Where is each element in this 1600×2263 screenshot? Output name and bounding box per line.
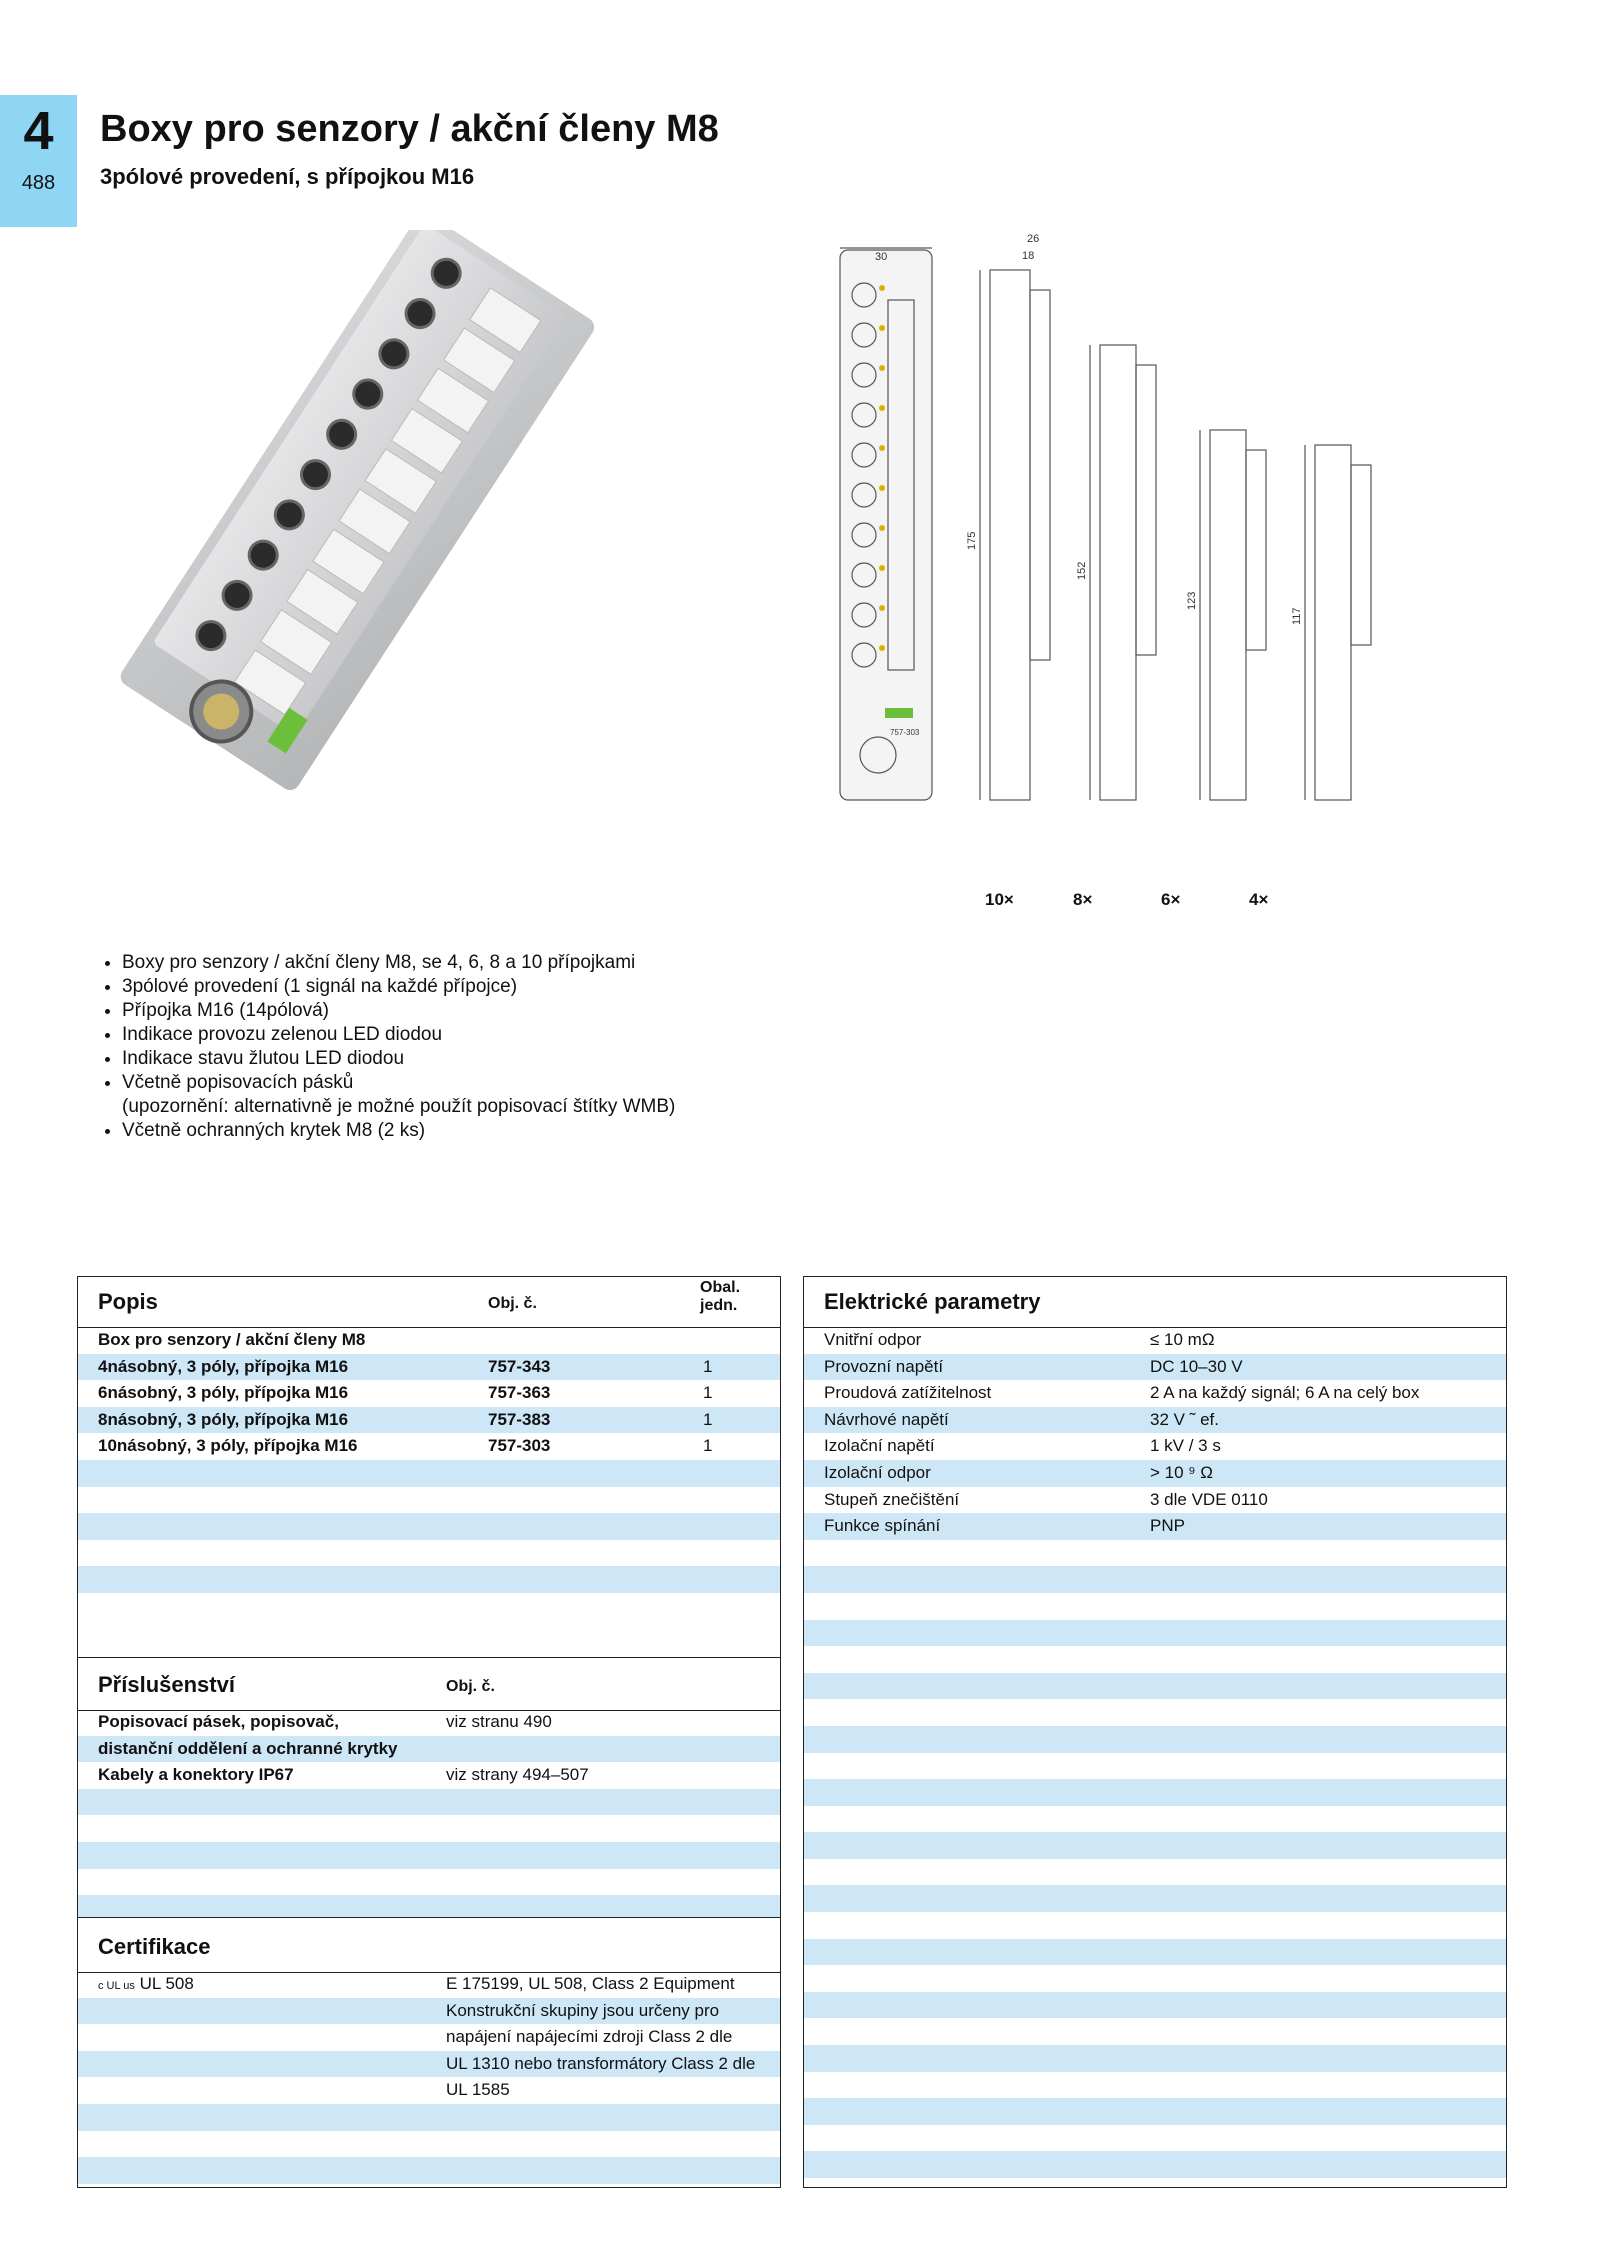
param-name: Funkce spínání xyxy=(824,1516,941,1536)
param-value: 1 kV / 3 s xyxy=(1150,1436,1221,1456)
table-row xyxy=(804,1460,1506,1487)
page-number: 488 xyxy=(21,172,56,194)
feature-item: • Přípojka M16 (14pólová) xyxy=(122,999,800,1023)
param-name: Izolační odpor xyxy=(824,1463,931,1482)
prislusenstvi-title: Příslušenství xyxy=(98,1672,235,1697)
chapter-number: 4 xyxy=(23,101,54,161)
feature-item: • Včetně ochranných krytek M8 (2 ks) xyxy=(122,1119,800,1143)
param-value: > 10 ⁹ Ω xyxy=(1150,1463,1213,1482)
param-value: ≤ 10 mΩ xyxy=(1150,1330,1215,1349)
ul-mark-icon: c UL us xyxy=(98,1980,135,1992)
product-photo xyxy=(100,230,658,796)
dim-height-6: 123 xyxy=(1186,591,1198,610)
elektricke-header xyxy=(804,1277,1506,1328)
table-row xyxy=(78,1380,780,1407)
dimension-drawing xyxy=(830,230,1520,810)
item-name: 8násobný, 3 póly, přípojka M16 xyxy=(98,1409,349,1429)
item-number: 757-363 xyxy=(488,1383,551,1403)
param-value: PNP xyxy=(1150,1516,1185,1536)
certification-text: napájení napájecími zdroji Class 2 dle xyxy=(446,2027,733,2047)
item-qty: 1 xyxy=(703,1409,713,1429)
prislusenstvi-col-obj: Obj. č. xyxy=(446,1678,495,1695)
dim-depth: 18 xyxy=(1022,250,1035,262)
table-row xyxy=(804,1487,1506,1514)
feature-item: • Boxy pro senzory / akční členy M8, se 4, 6, 8 a 10 přípojkami xyxy=(122,951,800,975)
popis-title: Popis xyxy=(98,1289,158,1314)
dim-width-side: 26 xyxy=(1027,233,1040,245)
param-name: Stupeň znečištění xyxy=(824,1489,960,1509)
item-name: 4násobný, 3 póly, přípojka M16 xyxy=(98,1356,349,1376)
certification-label: UL 508 xyxy=(139,1974,194,1993)
popis-group-row xyxy=(78,1327,780,1354)
table-row xyxy=(78,1709,780,1736)
param-name: Proudová zatížitelnost xyxy=(824,1383,992,1403)
feature-text: Včetně popisovacích pásků xyxy=(122,1072,354,1093)
drawing-product-code: 757-303 xyxy=(890,728,920,737)
table-row xyxy=(78,1762,780,1789)
accessory-ref: viz strany 494–507 xyxy=(446,1765,589,1785)
table-row xyxy=(78,1407,780,1434)
variant-label: 6× xyxy=(1161,890,1181,909)
electrical-panel xyxy=(803,1276,1507,2188)
param-name: Návrhové napětí xyxy=(824,1409,949,1429)
table-row xyxy=(804,1354,1506,1381)
table-row xyxy=(78,2024,780,2051)
variant-label: 4× xyxy=(1249,890,1269,909)
dim-height-4: 117 xyxy=(1291,607,1303,625)
variant-label: 8× xyxy=(1073,890,1093,909)
item-number: 757-343 xyxy=(488,1356,551,1376)
feature-item: • Indikace stavu žlutou LED diodou xyxy=(122,1047,800,1071)
accessory-name: Kabely a konektory IP67 xyxy=(98,1765,294,1785)
accessory-name: distanční oddělení a ochranné krytky xyxy=(98,1738,398,1758)
table-row xyxy=(78,1354,780,1381)
certification-text: UL 1585 xyxy=(446,2080,510,2100)
param-name: Provozní napětí xyxy=(824,1356,944,1376)
table-row xyxy=(78,1971,780,1998)
accessory-ref: viz stranu 490 xyxy=(446,1712,552,1731)
accessory-name: Popisovací pásek, popisovač, xyxy=(98,1712,339,1731)
dim-height-8: 152 xyxy=(1076,561,1088,580)
page-title: Boxy pro senzory / akční členy M8 xyxy=(100,108,719,150)
dim-width-front: 30 xyxy=(875,251,888,263)
param-value: 32 V ˜ ef. xyxy=(1150,1409,1219,1429)
table-row xyxy=(78,2077,780,2104)
popis-header xyxy=(78,1277,780,1328)
item-name: 6násobný, 3 póly, přípojka M16 xyxy=(98,1383,349,1403)
param-name: Izolační napětí xyxy=(824,1436,935,1456)
feature-item: • 3pólové provedení (1 signál na každé přípojce) xyxy=(122,975,800,999)
table-row xyxy=(804,1433,1506,1460)
prislusenstvi-header xyxy=(78,1657,780,1711)
popis-group: Box pro senzory / akční členy M8 xyxy=(98,1330,366,1349)
dim-height-10: 175 xyxy=(966,531,978,550)
feature-item xyxy=(122,1071,800,1119)
item-number: 757-303 xyxy=(488,1436,551,1456)
certification-text: UL 1310 nebo transformátory Class 2 dle xyxy=(446,2053,756,2073)
param-value: 2 A na každý signál; 6 A na celý box xyxy=(1150,1383,1420,1403)
certifikace-title: Certifikace xyxy=(98,1934,211,1959)
feature-list xyxy=(100,951,800,1143)
table-row xyxy=(78,1433,780,1460)
popis-col-obal: Obal. xyxy=(700,1279,741,1296)
popis-col-obj: Obj. č. xyxy=(488,1295,537,1312)
elektricke-title: Elektrické parametry xyxy=(824,1289,1041,1314)
table-row xyxy=(804,1407,1506,1434)
param-value: 3 dle VDE 0110 xyxy=(1150,1489,1268,1509)
certifikace-header xyxy=(78,1917,780,1973)
item-qty: 1 xyxy=(703,1356,713,1376)
table-row xyxy=(78,1998,780,2025)
param-name: Vnitřní odpor xyxy=(824,1330,922,1349)
popis-col-jedn: jedn. xyxy=(700,1297,738,1314)
item-name: 10násobný, 3 póly, přípojka M16 xyxy=(98,1436,358,1456)
ordering-panel xyxy=(77,1276,781,2188)
param-value: DC 10–30 V xyxy=(1150,1356,1243,1376)
table-row xyxy=(804,1513,1506,1540)
table-row xyxy=(804,1380,1506,1407)
page-subtitle: 3pólové provedení, s přípojkou M16 xyxy=(100,164,475,189)
item-qty: 1 xyxy=(703,1436,713,1456)
item-qty: 1 xyxy=(703,1383,713,1403)
table-row xyxy=(78,1736,780,1763)
variant-labels xyxy=(985,890,1337,910)
variant-label: 10× xyxy=(985,890,1014,909)
feature-item: • Indikace provozu zelenou LED diodou xyxy=(122,1023,800,1047)
certification-text: Konstrukční skupiny jsou určeny pro xyxy=(446,2000,720,2020)
table-row xyxy=(804,1327,1506,1354)
table-row xyxy=(78,2051,780,2078)
item-number: 757-383 xyxy=(488,1409,551,1429)
certification-text: E 175199, UL 508, Class 2 Equipment xyxy=(446,1974,735,1993)
feature-note: (upozornění: alternativně je možné použít popisovací štítky WMB) xyxy=(122,1096,676,1117)
